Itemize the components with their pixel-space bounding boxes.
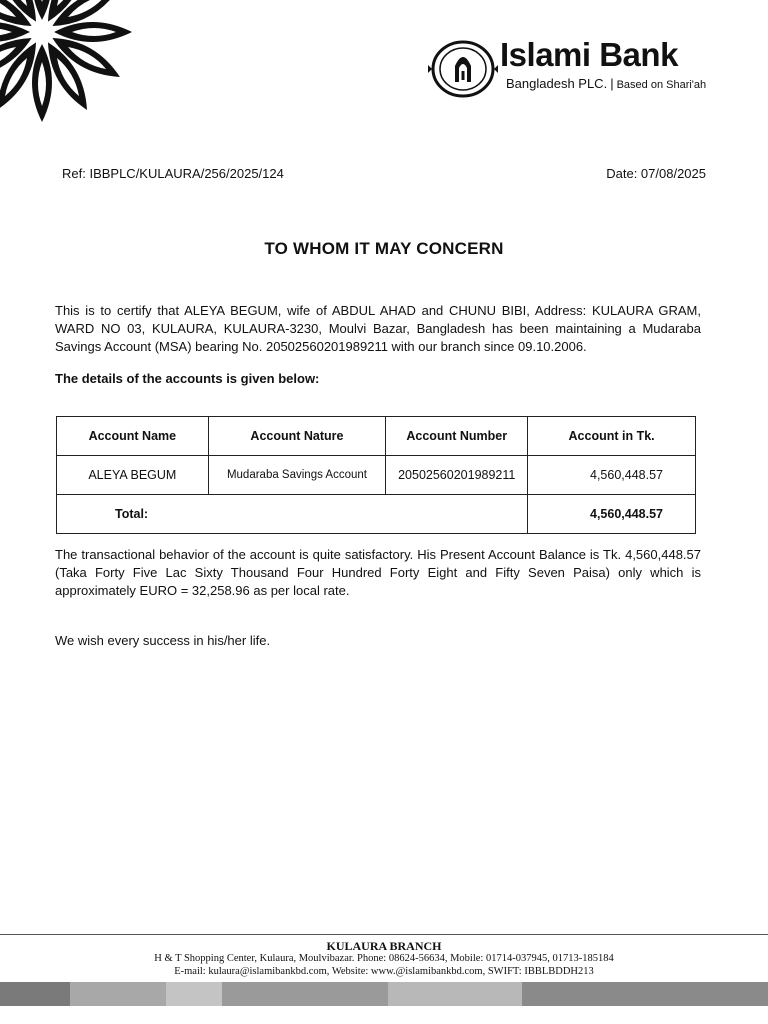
total-value: 4,560,448.57 (528, 495, 696, 534)
footer-color-bar (0, 982, 768, 1006)
header-account-nature: Account Nature (208, 417, 386, 456)
closing-paragraph: We wish every success in his/her life. (55, 633, 271, 648)
bank-emblem-icon (428, 38, 498, 100)
ornament-petal (32, 44, 52, 122)
cell-account-amount: 4,560,448.57 (528, 456, 696, 495)
footer-address: H & T Shopping Center, Kulaura, Moulvibazar. Phone: 08624-56634, Mobile: 01714-037945, 01713-185184 (154, 953, 614, 964)
account-table (56, 416, 696, 534)
cell-account-name: ALEYA BEGUM (57, 456, 209, 495)
separator: | (610, 76, 614, 91)
header-account-number: Account Number (386, 417, 528, 456)
reference-number: Ref: IBBPLC/KULAURA/256/2025/124 (62, 166, 284, 181)
bank-subtitle (506, 76, 706, 91)
total-label: Total: (57, 495, 528, 534)
details-heading: The details of the accounts is given below: (55, 371, 320, 386)
corner-ornament-graphic (0, 0, 140, 125)
certification-paragraph: This is to certify that ALEYA BEGUM, wife of ABDUL AHAD and CHUNU BIBI, Address: KULAURA GRAM, WARD NO 03, KULAURA, KULAURA-3230, Moulvi Bazar, Bangladesh has been maintaining a Mudaraba Savings Account (MSA) bearing No. 20502560201989211 with our branch since 09.10.2006. (55, 303, 701, 354)
cell-account-number: 20502560201989211 (386, 456, 528, 495)
letter-title: TO WHOM IT MAY CONCERN (264, 239, 504, 258)
ornament-petal (54, 22, 132, 42)
bank-tagline: Based on Shari'ah (616, 79, 707, 91)
footer-bar-segment (0, 982, 70, 1006)
table-total-row (57, 495, 696, 534)
footer-bar-segment (522, 982, 768, 1006)
footer-divider (0, 934, 768, 935)
footer-contact: E-mail: kulaura@islamibankbd.com, Website: www.@islamibankbd.com, SWIFT: IBBLBDDH213 (174, 966, 594, 977)
bank-logo (428, 38, 738, 100)
footer-bar-segment (70, 982, 166, 1006)
table-header-row (57, 417, 696, 456)
table-row (57, 456, 696, 495)
cell-account-nature: Mudaraba Savings Account (208, 456, 386, 495)
bank-sub-name: Bangladesh PLC. (506, 76, 608, 91)
footer-bar-segment (388, 982, 522, 1006)
letter-date: Date: 07/08/2025 (606, 166, 706, 181)
footer-bar-segment (166, 982, 222, 1006)
footer-bar-segment (222, 982, 388, 1006)
header-account-amount: Account in Tk. (528, 417, 696, 456)
balance-paragraph: The transactional behavior of the account is quite satisfactory. His Present Account Balance is Tk. 4,560,448.57 (Taka Forty Five Lac Sixty Thousand Four Hundred Forty Eight and Fifty Seven Paisa) only which is approximately EURO = 32,258.96 as per local rate. (55, 547, 701, 598)
bank-name: Islami Bank (500, 36, 678, 73)
footer-branch-name: KULAURA BRANCH (326, 939, 442, 953)
header-account-name: Account Name (57, 417, 209, 456)
